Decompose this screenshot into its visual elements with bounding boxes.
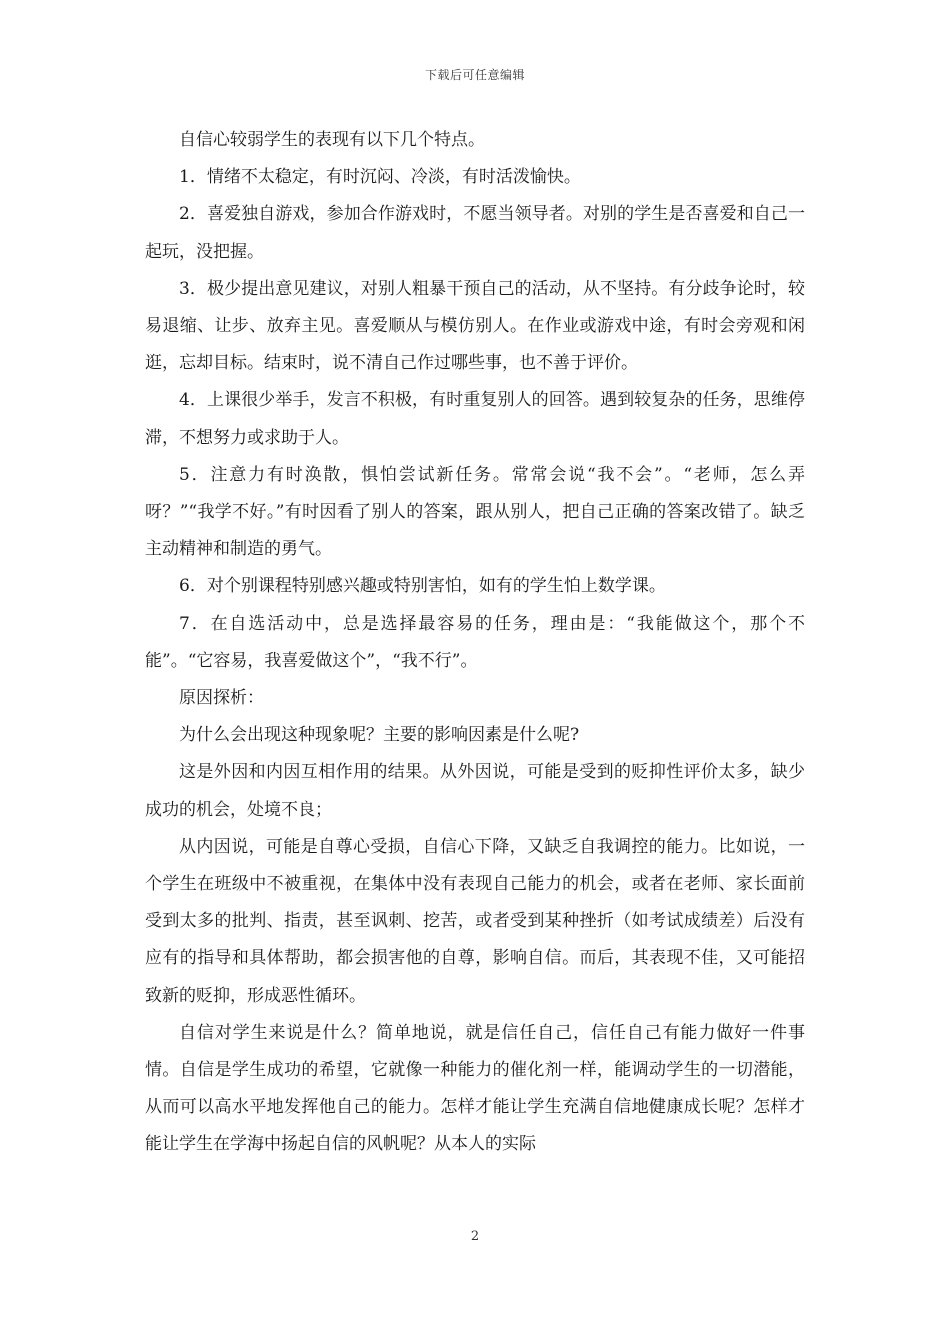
paragraph-confidence: 自信对学生来说是什么？简单地说，就是信任自己，信任自己有能力做好一件事情。自信是学生成功的希望，它就像一种能力的催化剂一样，能调动学生的一切潜能，从而可以高水平地发挥他自己的能力。怎样才能让学生充满自信地健康成长呢？怎样才能让学生在学海中扬起自信的风帆呢？从本人的实际 [145,1022,805,1155]
paragraph-item-6: 6．对个别课程特别感兴趣或特别害怕，如有的学生怕上数学课。 [179,576,666,597]
paragraph-internal-cause: 从内因说，可能是自尊心受损，自信心下降，又缺乏自我调控的能力。比如说，一个学生在班级中不被重视，在集体中没有表现自己能力的机会，或者在老师、家长面前受到太多的批判、指责，甚至讽刺、挖苦，或者受到某种挫折（如考试成绩差）后没有应有的指导和具体帮助，都会损害他的自尊，影响自信。而后，其表现不佳，又可能招致新的贬抑，形成恶性循环。 [145,836,805,1006]
paragraph-external-cause: 这是外因和内因互相作用的结果。从外因说，可能是受到的贬抑性评价太多，缺少成功的机会，处境不良； [145,762,805,820]
paragraph-item-1: 1．情绪不太稳定，有时沉闷、冷淡，有时活泼愉快。 [179,167,581,188]
page-header: 下载后可任意编辑 [424,68,525,82]
paragraph-cause-heading: 原因探析： [179,688,264,709]
paragraph-item-7: 7．在自选活动中，总是选择最容易的任务，理由是：“我能做这个，那个不能”。“它容易，我喜爱做这个”，“我不行”。 [145,613,805,671]
paragraph-item-4: 4．上课很少举手，发言不积极，有时重复别人的回答。遇到较复杂的任务，思维停滞，不想努力或求助于人。 [145,390,805,448]
paragraph-item-3: 3．极少提出意见建议，对别人粗暴干预自己的活动，从不坚持。有分歧争论时，较易退缩、让步、放弃主见。喜爱顺从与模仿别人。在作业或游戏中途，有时会旁观和闲逛，忘却目标。结束时，说不清自己作过哪些事，也不善于评价。 [145,278,805,374]
paragraph-item-2: 2．喜爱独自游戏，参加合作游戏时，不愿当领导者。对别的学生是否喜爱和自己一起玩，没把握。 [145,204,805,262]
page-number: 2 [470,1229,480,1244]
paragraph-question: 为什么会出现这种现象呢？主要的影响因素是什么呢? [179,725,580,746]
document-body [145,122,805,1164]
paragraph-item-5: 5．注意力有时涣散，惧怕尝试新任务。常常会说“我不会”。“老师，怎么弄呀？”“我学不好。”有时因看了别人的答案，跟从别人，把自己正确的答案改错了。缺乏主动精神和制造的勇气。 [145,464,805,560]
paragraph-intro: 自信心较弱学生的表现有以下几个特点。 [179,130,485,150]
